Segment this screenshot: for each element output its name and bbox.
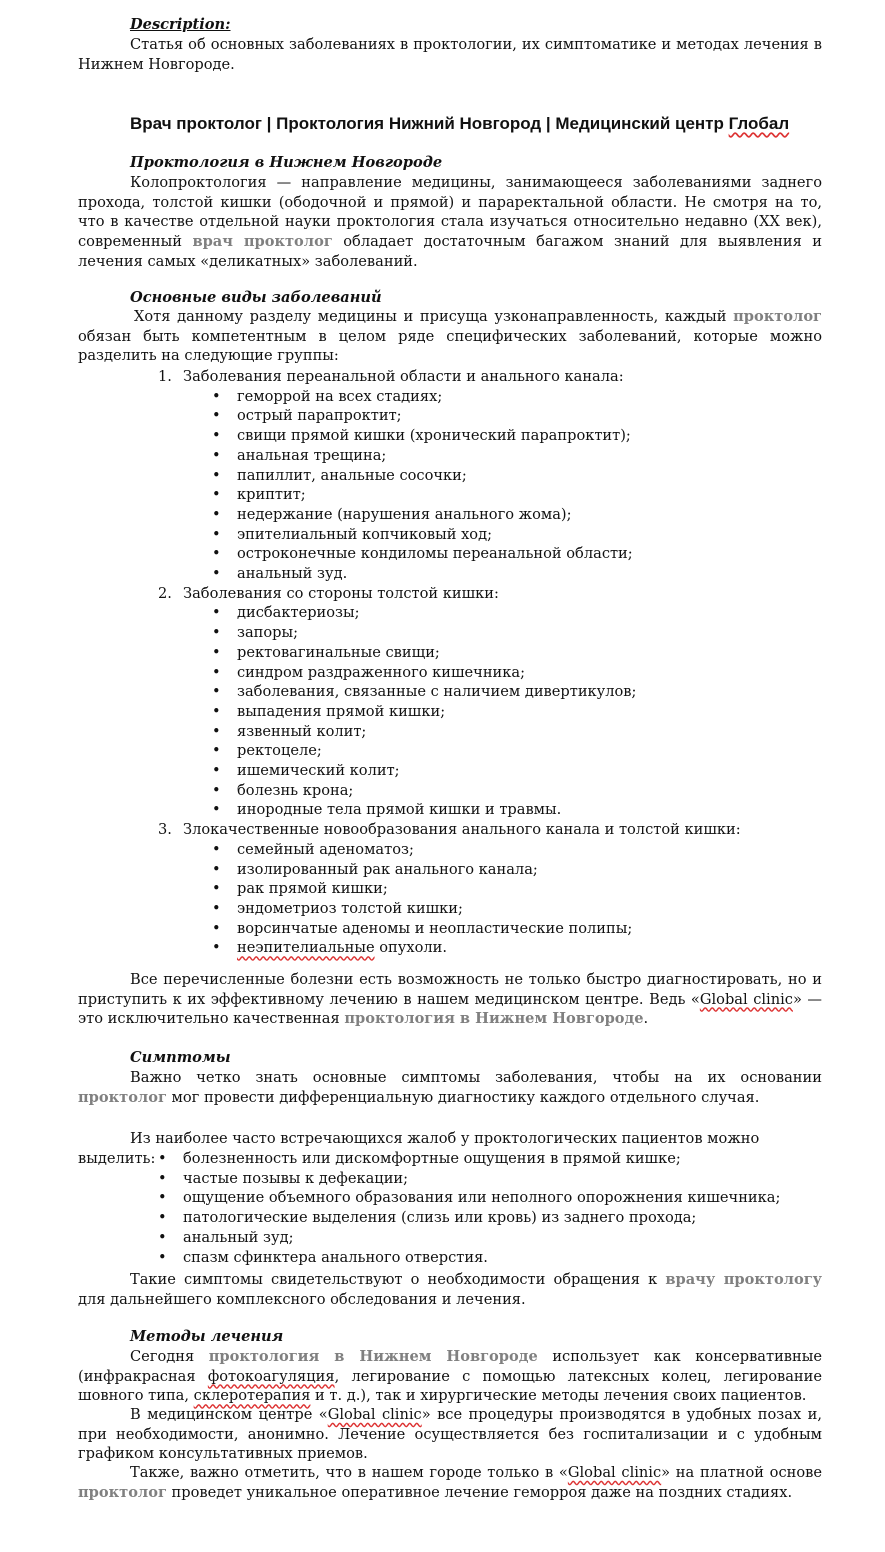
bullet-icon: • xyxy=(212,427,221,445)
bullet-icon: • xyxy=(212,643,221,661)
list-item xyxy=(183,682,822,702)
bullet-icon: • xyxy=(158,1169,167,1187)
list-item xyxy=(183,406,822,426)
disease-group xyxy=(130,367,822,584)
section-heading-proctology: Проктология в Нижнем Новгороде xyxy=(130,154,443,171)
list-item-text: болезнь крона; xyxy=(237,781,354,799)
list-item xyxy=(130,1188,822,1208)
list-item-text: эпителиальный копчиковый ход; xyxy=(237,525,492,543)
bullet-icon: • xyxy=(212,387,221,405)
paragraph-text: » — это исключительно качественная xyxy=(78,990,822,1028)
bullet-icon: • xyxy=(212,407,221,425)
bullet-icon: • xyxy=(212,604,221,622)
paragraph-text: , легирование с помощью латексных колец, легирование шовного типа, xyxy=(78,1367,822,1405)
bullet-icon: • xyxy=(212,624,221,642)
list-item xyxy=(130,1149,822,1169)
list-item xyxy=(183,840,822,860)
bullet-icon: • xyxy=(212,899,221,917)
paragraph-text: . xyxy=(643,1010,649,1028)
disease-group-title: Заболевания со стороны толстой кишки: xyxy=(183,584,499,602)
keyword-link: проктология в Нижнем Новгороде xyxy=(344,1010,644,1028)
list-item xyxy=(183,485,822,505)
keyword-link: проктолог xyxy=(733,308,822,325)
list-item xyxy=(183,860,822,880)
symptoms-list-intro: Из наиболее часто встречающихся жалоб у проктологических пациентов можно выделить: xyxy=(78,1130,760,1167)
disease-sublist xyxy=(183,387,822,584)
list-item xyxy=(130,1228,822,1248)
disease-group xyxy=(130,820,822,958)
bullet-icon: • xyxy=(212,663,221,681)
description-label: Description: xyxy=(130,16,231,33)
brand-name: Global clinic xyxy=(699,990,793,1008)
diseases-summary-paragraph xyxy=(78,970,822,1029)
keyword-link: врач проктолог xyxy=(192,233,333,251)
paragraph-text: обладает достаточным багажом знаний для выявления и лечения самых «деликатных» заболеваний. xyxy=(78,233,823,270)
section-heading-diseases: Основные виды заболеваний xyxy=(130,289,382,306)
list-item-text: анальный зуд. xyxy=(237,565,348,583)
disease-group-title: Злокачественные новообразования анального канала и толстой кишки: xyxy=(183,821,741,839)
bullet-icon: • xyxy=(212,486,221,504)
bullet-icon: • xyxy=(158,1209,167,1227)
bullet-icon: • xyxy=(212,466,221,484)
page-title-brand: Глобал xyxy=(728,114,790,133)
bullet-icon: • xyxy=(212,840,221,858)
list-item-text: анальный зуд; xyxy=(183,1228,294,1246)
description-text: Статья об основных заболеваниях в проктологии, их симптоматике и методах лечения в Нижнем Новгороде. xyxy=(78,36,822,73)
paragraph-text: Хотя данному разделу медицины и присуща узконаправленность, каждый xyxy=(134,308,734,325)
disease-sublist xyxy=(183,840,822,958)
paragraph-text: Также, важно отметить, что в нашем городе только в « xyxy=(130,1464,568,1481)
section-heading-symptoms: Симптомы xyxy=(130,1049,231,1066)
list-item xyxy=(183,623,822,643)
list-item xyxy=(130,1248,822,1268)
disease-groups-list xyxy=(130,367,822,958)
page-title xyxy=(130,113,830,135)
list-item-text: семейный аденоматоз; xyxy=(237,840,414,858)
list-item-text: выпадения прямой кишки; xyxy=(237,702,446,720)
list-item-text: рак прямой кишки; xyxy=(237,880,388,898)
paragraph-text: для дальнейшего комплексного обследования и лечения. xyxy=(78,1290,526,1308)
paragraph-text: Все перечисленные болезни есть возможность не только быстро диагностировать, но и приступить к их эффективному лечению в нашем медицинском центре. Ведь « xyxy=(78,971,822,1008)
list-item xyxy=(183,564,822,584)
list-item xyxy=(130,1169,822,1189)
list-item-text: криптит; xyxy=(237,486,306,504)
list-item-text: патологические выделения (слизь или кровь) из заднего прохода; xyxy=(183,1209,697,1227)
list-item-text: частые позывы к дефекации; xyxy=(183,1169,409,1187)
symptoms-intro-paragraph xyxy=(78,1068,822,1107)
page-title-text: Врач проктолог | Проктология Нижний Новгород | Медицинский центр xyxy=(130,114,729,133)
brand-name: Global clinic xyxy=(327,1406,422,1423)
list-item-text: ректовагинальные свищи; xyxy=(237,643,440,661)
list-item-text: синдром раздраженного кишечника; xyxy=(237,663,526,681)
list-item-text: анальная трещина; xyxy=(237,446,387,464)
keyword-link: проктолог xyxy=(78,1483,167,1501)
treatment-paragraph-1 xyxy=(78,1347,822,1406)
list-item-text: дисбактериозы; xyxy=(237,604,360,622)
list-item xyxy=(183,387,822,407)
list-item xyxy=(183,525,822,545)
list-item xyxy=(183,938,822,958)
misspelled-term: фотокоагуляция xyxy=(207,1367,335,1385)
paragraph-text: В медицинском центре « xyxy=(130,1406,328,1423)
list-item-text: ощущение объемного образования или неполного опорожнения кишечника; xyxy=(183,1189,781,1207)
bullet-icon: • xyxy=(158,1150,167,1167)
bullet-icon: • xyxy=(212,565,221,583)
list-item-text: ректоцеле; xyxy=(237,742,322,760)
list-item-text: острый парапроктит; xyxy=(237,407,402,425)
disease-group xyxy=(130,584,822,820)
bullet-icon: • xyxy=(212,683,221,701)
bullet-icon: • xyxy=(212,781,221,799)
bullet-icon: • xyxy=(212,545,221,563)
symptoms-summary-paragraph xyxy=(78,1270,822,1309)
list-item xyxy=(183,446,822,466)
list-item-text: геморрой на всех стадиях; xyxy=(237,387,443,405)
bullet-icon: • xyxy=(212,860,221,878)
paragraph-text: проведет уникальное оперативное лечение геморроя даже на поздних стадиях. xyxy=(166,1483,793,1501)
list-item xyxy=(130,1208,822,1228)
list-item xyxy=(183,505,822,525)
list-item xyxy=(183,781,822,801)
list-number: 3. xyxy=(158,821,172,839)
misspelled-term: склеротерапия xyxy=(193,1387,311,1405)
paragraph-text: и т. д.), так и хирургические методы лечения своих пациентов. xyxy=(310,1387,807,1405)
list-item xyxy=(183,761,822,781)
list-item xyxy=(183,603,822,623)
list-item-text: свищи прямой кишки (хронический парапроктит); xyxy=(237,427,631,445)
bullet-icon: • xyxy=(158,1189,167,1207)
list-number: 1. xyxy=(158,368,172,385)
paragraph-text: Сегодня xyxy=(130,1348,209,1365)
list-item-text: остроконечные кондиломы переанальной области; xyxy=(237,545,633,563)
list-item xyxy=(183,702,822,722)
bullet-icon: • xyxy=(212,880,221,898)
list-item-text: болезненность или дискомфортные ощущения в прямой кишке; xyxy=(183,1150,681,1167)
paragraph-text: использует как консервативные (инфракрасная xyxy=(78,1348,822,1385)
bullet-icon: • xyxy=(212,702,221,720)
list-item-text: неэпителиальные опухоли. xyxy=(237,939,447,957)
list-item-text: ворсинчатые аденомы и неопластические полипы; xyxy=(237,919,633,937)
list-item-text: инородные тела прямой кишки и травмы. xyxy=(237,801,562,819)
keyword-link: врачу проктологу xyxy=(665,1271,822,1288)
diseases-intro-paragraph xyxy=(78,307,822,366)
section-heading-treatment: Методы лечения xyxy=(130,1328,284,1345)
bullet-icon: • xyxy=(212,446,221,464)
paragraph-text: мог провести дифференциальную диагностику каждого отдельного случая. xyxy=(166,1088,760,1106)
treatment-paragraph-3 xyxy=(78,1463,822,1502)
list-item-text: папиллит, анальные сосочки; xyxy=(237,466,467,484)
list-item-text: изолированный рак анального канала; xyxy=(237,860,538,878)
bullet-icon: • xyxy=(212,742,221,760)
list-item xyxy=(183,643,822,663)
section-intro-paragraph xyxy=(78,173,822,272)
bullet-icon: • xyxy=(212,525,221,543)
list-item xyxy=(183,426,822,446)
bullet-icon: • xyxy=(212,919,221,937)
list-item xyxy=(183,663,822,683)
list-number: 2. xyxy=(158,584,172,602)
brand-name: Global clinic xyxy=(567,1464,662,1481)
list-item-text: недержание (нарушения анального жома); xyxy=(237,505,572,523)
list-item xyxy=(183,919,822,939)
list-item-text: спазм сфинктера анального отверстия. xyxy=(183,1248,488,1266)
list-item-text: заболевания, связанные с наличием дивертикулов; xyxy=(237,683,637,701)
paragraph-text: » на платной основе xyxy=(661,1464,822,1481)
paragraph-text: Такие симптомы свидетельствуют о необходимости обращения к xyxy=(130,1271,666,1288)
bullet-icon: • xyxy=(212,722,221,740)
list-item xyxy=(183,800,822,820)
list-item-text: язвенный колит; xyxy=(237,722,367,740)
paragraph-text: Колопроктология — направление медицины, занимающееся заболеваниями заднего прохода, толстой кишки (ободочной и прямой) и параректальной области. Не смотря на то, что в качестве отдельной науки проктология стала изучаться относительно недавно (XX век), современный xyxy=(78,174,822,251)
list-item xyxy=(183,466,822,486)
bullet-icon: • xyxy=(212,505,221,523)
paragraph-text: » все процедуры производятся в удобных позах и, при необходимости, анонимно. Лечение осуществляется без госпитализации и с удобным графиком консультативных приемов. xyxy=(78,1406,822,1463)
keyword-link: проктолог xyxy=(78,1088,167,1106)
list-item-text: запоры; xyxy=(237,624,299,642)
bullet-icon: • xyxy=(212,762,221,780)
disease-sublist xyxy=(183,603,822,820)
bullet-icon: • xyxy=(158,1228,167,1246)
paragraph-text: обязан быть компетентным в целом ряде специфических заболеваний, которые можно разделить на следующие группы: xyxy=(78,327,822,365)
bullet-icon: • xyxy=(158,1248,167,1266)
bullet-icon: • xyxy=(212,939,221,957)
disease-group-title: Заболевания переанальной области и анального канала: xyxy=(183,368,624,385)
list-item xyxy=(183,544,822,564)
list-item xyxy=(183,722,822,742)
list-item-text: эндометриоз толстой кишки; xyxy=(237,899,463,917)
keyword-link: проктология в Нижнем Новгороде xyxy=(208,1348,538,1365)
symptoms-list xyxy=(130,1149,822,1267)
list-item-text: ишемический колит; xyxy=(237,762,400,780)
bullet-icon: • xyxy=(212,801,221,819)
list-item xyxy=(183,899,822,919)
treatment-paragraph-2 xyxy=(78,1405,822,1464)
list-item xyxy=(183,879,822,899)
list-item xyxy=(183,741,822,761)
paragraph-text: Важно четко знать основные симптомы заболевания, чтобы на их основании xyxy=(130,1069,822,1086)
